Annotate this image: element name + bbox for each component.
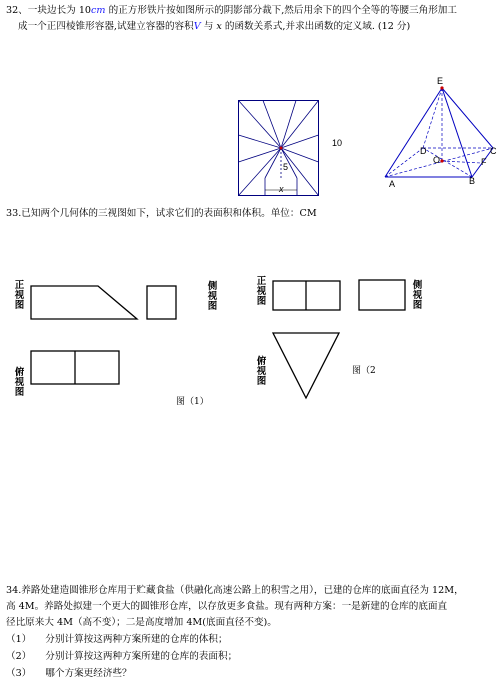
fig2-front-view-rect — [272, 280, 342, 312]
label-C: C — [490, 146, 497, 156]
label-E: E — [437, 76, 444, 86]
fig2-top-view-label: 俯视图 — [256, 356, 267, 387]
fig1-top-view-rect — [30, 350, 122, 386]
q32-line1: 32、一块边长为 10cm 的正方形铁片按如图所示的阴影部分裁下,然后用余下的四个全等的等腰三角形加工 — [6, 5, 457, 16]
label-B: B — [469, 176, 476, 186]
fig2-caption: 图（2 — [352, 366, 376, 376]
q34-item-2: （2） 分别计算按这两种方案所建的仓库的表面积； — [6, 651, 238, 662]
var-v: V — [193, 21, 201, 32]
label-F: F — [481, 157, 487, 167]
q34-line3: 径比原来大 4M（高不变）；二是高度增加 4M(底面直径不变)。 — [6, 617, 277, 628]
label-O: O — [433, 155, 441, 165]
q33-text: 33.已知两个几何体的三视图如下，试求它们的表面积和体积。单位：CM — [6, 208, 317, 219]
label-x: x — [279, 184, 284, 194]
fig1-side-view-rect — [146, 285, 178, 321]
fig2-top-view-triangle — [272, 332, 342, 402]
fig2-side-view-label: 侧视图 — [412, 280, 423, 311]
fig1-caption: 图（1） — [176, 397, 209, 407]
fig1-top-view-label: 俯视图 — [14, 367, 25, 398]
pyramid-figure — [385, 85, 500, 190]
var-x: x — [216, 21, 222, 32]
fig2-side-view-rect — [358, 279, 408, 313]
fig1-side-view-label: 侧视图 — [207, 281, 218, 312]
fig2-front-view-label: 正视图 — [256, 276, 267, 307]
label-10: 10 — [332, 138, 343, 148]
unit-cm: cm — [91, 5, 106, 16]
q32-line2: 成一个正四棱锥形容器,试建立容器的容积V 与 x 的函数关系式,并求出函数的定义域. (12 分) — [18, 21, 411, 32]
label-D: D — [420, 146, 427, 156]
label-A: A — [389, 179, 396, 189]
q34-line1: 34.养路处建造圆锥形仓库用于贮藏食盐（供融化高速公路上的积雪之用），已建的仓库的底面直径为 12M， — [6, 585, 464, 596]
q34-line2: 高 4M。养路处拟建一个更大的圆锥形仓库，以存放更多食盐。现有两种方案：一是新建的仓库的底面直 — [6, 601, 448, 612]
label-5: 5 — [283, 162, 289, 172]
q34-item-1: （1） 分别计算按这两种方案所建的仓库的体积； — [6, 634, 228, 645]
fig1-front-view-label: 正视图 — [14, 280, 25, 311]
fig1-front-view-trapezoid — [30, 285, 140, 321]
q34-item-3: （3） 哪个方案更经济些？ — [6, 668, 132, 679]
